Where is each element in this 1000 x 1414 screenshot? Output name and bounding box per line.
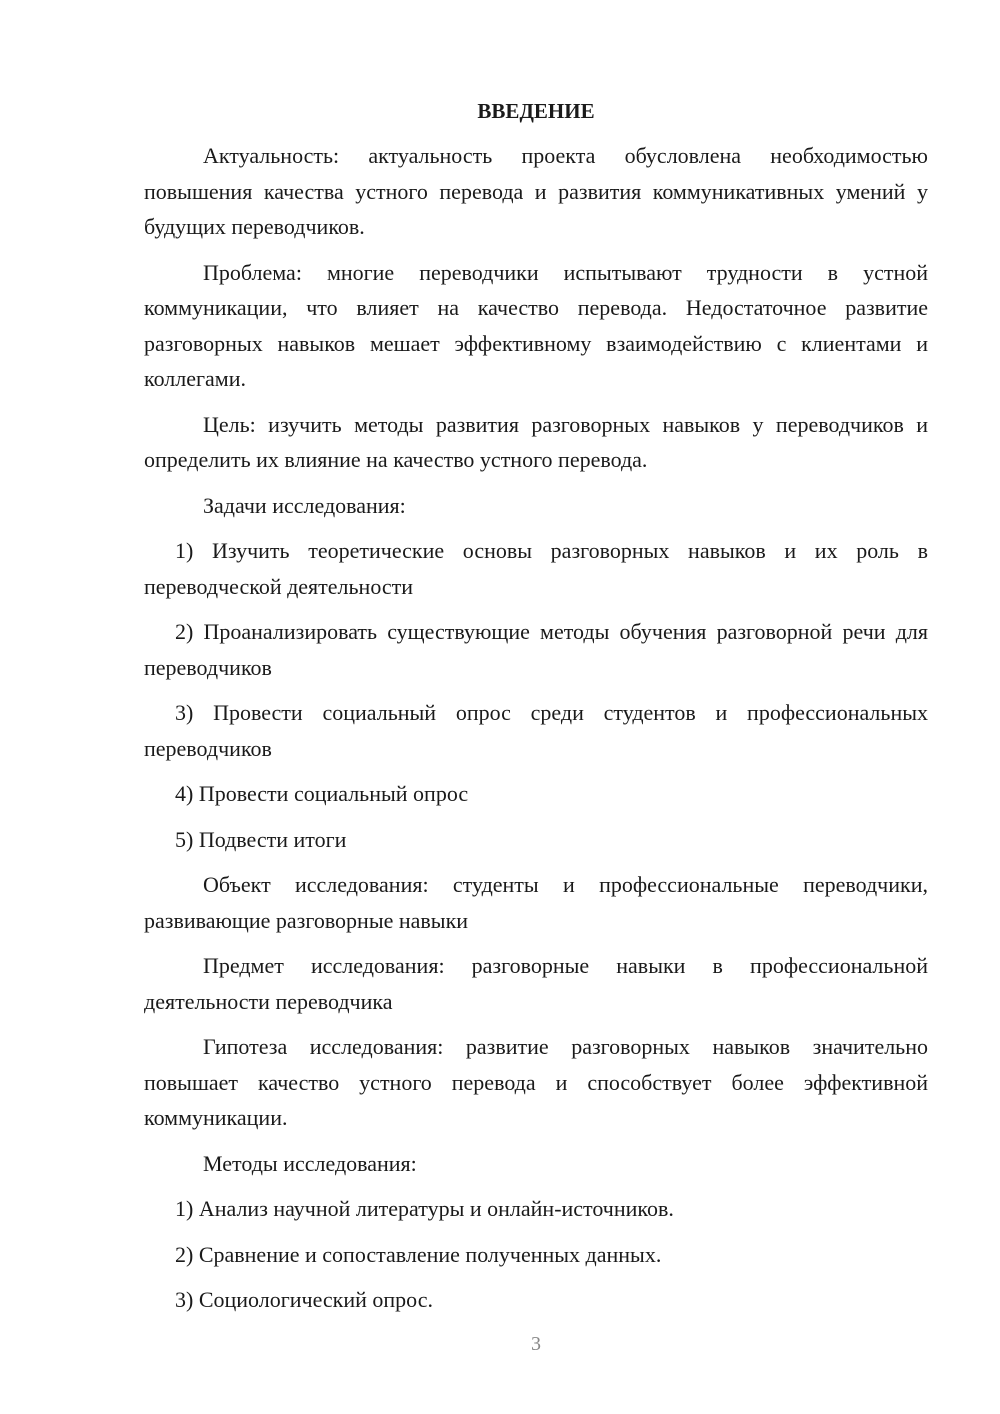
- task-item-2: 2) Проанализировать существующие методы обучения разговорной речи для переводчиков: [144, 619, 928, 680]
- task-item-5: 5) Подвести итоги: [175, 826, 347, 852]
- subject-paragraph: Предмет исследования: разговорные навыки в профессиональной деятельности переводчика: [144, 953, 928, 1014]
- problem-paragraph: Проблема: многие переводчики испытывают трудности в устной коммуникации, что влияет на качество перевода. Недостаточное развитие разговорных навыков мешает эффективному взаимодействию с клиентами и коллегами.: [144, 259, 928, 391]
- method-item-1: 1) Анализ научной литературы и онлайн-источников.: [175, 1196, 674, 1221]
- task-item-4: 4) Провести социальный опрос: [175, 781, 469, 806]
- task-item-1: 1) Изучить теоретические основы разговорных навыков и их роль в переводческой деятельности: [144, 538, 928, 599]
- document-page: [144, 94, 928, 1328]
- hypothesis-paragraph: Гипотеза исследования: развитие разговорных навыков значительно повышает качество устного перевода и способствует более эффективной коммуникации.: [144, 1034, 928, 1130]
- method-item-2: 2) Сравнение и сопоставление полученных данных.: [175, 1241, 662, 1267]
- page-number: 3: [531, 1333, 541, 1355]
- tasks-heading: Задачи исследования:: [203, 492, 406, 518]
- goal-paragraph: Цель: изучить методы развития разговорных навыков у переводчиков и определить их влияние на качество устного перевода.: [144, 411, 928, 472]
- object-paragraph: Объект исследования: студенты и профессиональные переводчики, развивающие разговорные навыки: [144, 872, 928, 933]
- task-item-3: 3) Провести социальный опрос среди студентов и профессиональных переводчиков: [144, 700, 928, 761]
- page-title: ВВЕДЕНИЕ: [477, 99, 595, 123]
- method-item-3: 3) Социологический опрос.: [175, 1287, 433, 1312]
- relevance-paragraph: Актуальность: актуальность проекта обусловлена необходимостью повышения качества устного перевода и развития коммуникативных умений у будущих переводчиков.: [144, 143, 928, 239]
- methods-heading: Методы исследования:: [203, 1150, 417, 1176]
